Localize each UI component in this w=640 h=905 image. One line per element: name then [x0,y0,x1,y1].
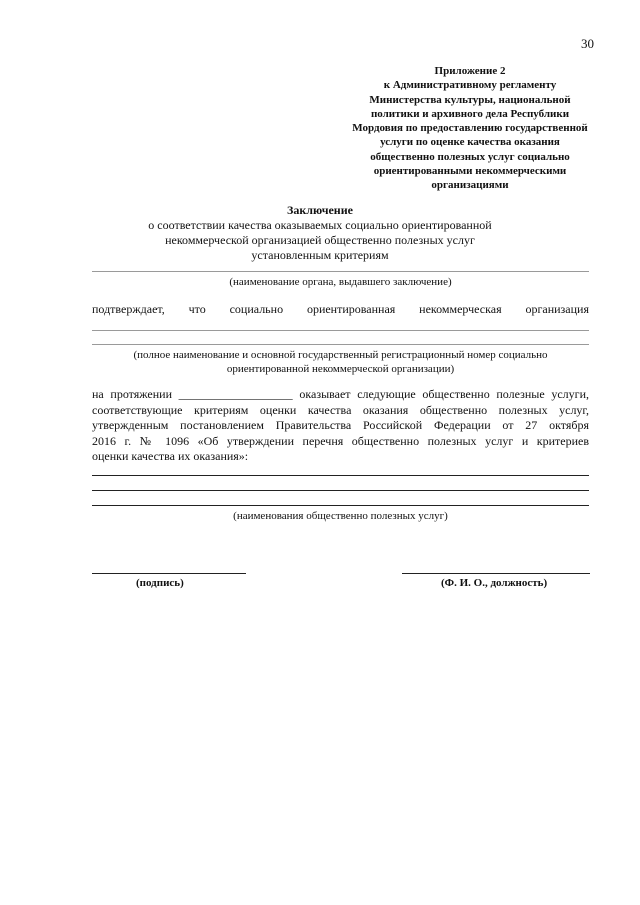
paragraph-line: оценки качества их оказания»: [92,449,249,463]
paragraph-line: соответствующие критериям оценки качества оказания общественно полезных услуг, [92,402,589,417]
confirm-word: ориентированная [306,302,396,316]
page-number: 30 [581,36,594,51]
confirm-word: организация [525,302,589,316]
org-caption-line: ориентированной некоммерческой организации) [226,363,455,375]
services-fill-line-3 [92,505,589,506]
appendix-line: Приложение 2 [434,65,506,77]
org-fill-line-1 [92,330,589,331]
appendix-line: политики и архивного дела Республики [370,107,570,120]
appendix-line: услуги по оценке качества оказания [380,136,560,149]
conclusion-title: Заключение [287,203,353,217]
org-caption [92,348,589,376]
paragraph-line: утвержденным постановлением Правительства Российской Федерации от 27 октября [92,418,589,432]
paragraph-line: на протяжении ___________________ оказывает следующие общественно полезные услуги, [92,387,589,401]
services-paragraph [92,387,589,465]
services-caption: (наименования общественно полезных услуг) [233,510,448,522]
confirm-word: подтверждает, [92,302,165,316]
issuer-caption: (наименование органа, выдавшего заключение) [229,276,452,288]
confirm-word: некоммерческая [419,302,502,316]
signature-fill-line [92,573,246,574]
appendix-line: организациями [431,179,509,192]
issuer-fill-line [92,271,589,272]
conclusion-subtitle-line: установленным критериям [251,248,389,262]
paragraph-line: 2016 г. № 1096 «Об утверждении перечня общественно полезных услуг и критериев [92,433,589,448]
confirm-row [92,302,589,317]
appendix-line: ориентированными некоммерческими [373,165,567,178]
org-caption-line: (полное наименование и основной государственный регистрационный номер социально [133,349,548,361]
org-fill-line-2 [92,344,589,345]
services-fill-line-2 [92,490,589,491]
conclusion-subtitle-line: некоммерческой организацией общественно полезных услуг [165,233,475,247]
conclusion-subtitle-line: о соответствии качества оказываемых социально ориентированной [148,218,492,232]
conclusion-title-block [0,203,640,263]
confirm-word: социально [229,302,284,316]
appendix-line: Мордовия по предоставлению государственной [352,122,588,135]
appendix-line: общественно полезных услуг социально [370,150,570,163]
appendix-header [340,64,600,193]
confirm-word: что [188,302,206,316]
services-fill-line-1 [92,475,589,476]
signature-caption: (подпись) [136,577,184,589]
name-position-caption: (Ф. И. О., должность) [441,577,548,589]
appendix-line: Министерства культуры, национальной [369,93,571,106]
appendix-line: к Административному регламенту [383,79,557,92]
name-position-fill-line [402,573,590,574]
